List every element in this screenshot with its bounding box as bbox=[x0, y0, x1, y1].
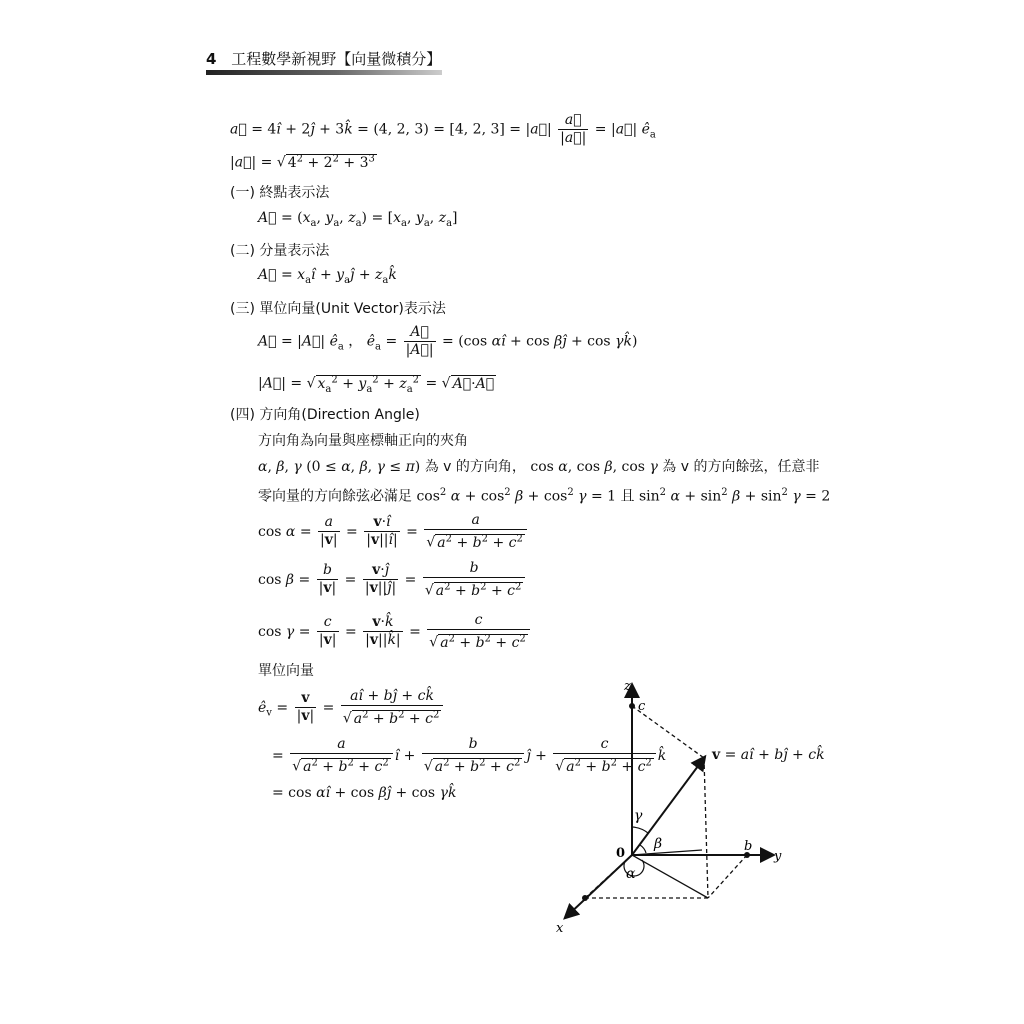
equation-component: A⃗ = $x_aî$ + $y_aĵ$ + $z_ak̂$ bbox=[258, 267, 397, 286]
beta-arc bbox=[640, 845, 646, 853]
page-number: 4 bbox=[206, 50, 217, 68]
equation-cos-alpha: cos α = $\frac{a}{|v|}$ = $\frac{v\cdot î}{|v||î|}$ = $\frac{a}{√ a^2 + b^2 + c^2}$ bbox=[258, 512, 529, 552]
x-axis-label: x bbox=[556, 921, 564, 936]
section-heading-endpoint: (一) 終點表示法 bbox=[230, 185, 330, 201]
equation-vector-a: a⃗ = 4î + 2ĵ + 3k̂ = (4, 2, 3) = [4, 2, 3] = |a⃗| $\frac{a⃗}{|a⃗|}$ = |a⃗| $ê_a$ bbox=[230, 112, 656, 146]
running-header bbox=[206, 48, 441, 69]
gamma-arc bbox=[632, 827, 648, 833]
must-satisfy-text: 零向量的方向餘弦必滿足 bbox=[258, 488, 412, 505]
point-c bbox=[629, 703, 635, 709]
section-heading-unit-vector: (三) 單位向量(Unit Vector)表示法 bbox=[230, 301, 446, 317]
section-heading-component: (二) 分量表示法 bbox=[230, 243, 330, 259]
z-axis-label: z bbox=[624, 679, 631, 694]
equation-endpoint: A⃗ = ($x_a$, $y_a$, $z_a) = [x_a$, $y_a$, $z_a$] bbox=[258, 210, 458, 229]
c-label: c bbox=[638, 699, 646, 714]
equation-magnitude-A: |A⃗| = √ $x_a^2 + y_a^2 + z_a^2$ = √ A⃗·A⃗ bbox=[258, 374, 495, 395]
b-label: b bbox=[744, 839, 753, 854]
point-a bbox=[582, 895, 588, 901]
vector-v-arrow bbox=[632, 758, 704, 855]
book-title: 工程數學新視野【向量微積分】 bbox=[231, 50, 442, 68]
vector-v-label: v = aî + bĵ + ck̂ bbox=[712, 747, 825, 763]
equation-unit-vector-expanded: = $\frac{a}{√ a^2 + b^2 + c^2}$ î + $\frac{b}{√ a^2 + b^2 + c^2}$ ĵ + $\frac{c}{√ a^2 + b^2 + c^2}$ k̂ bbox=[272, 736, 667, 775]
header-rule bbox=[206, 70, 442, 75]
direction-cosine-identity: 零向量的方向餘弦必滿足 $\cos^2 \alpha + \cos^2 \beta + \cos^2 \gamma = 1$ 且 $\sin^2 \alpha + \sin^2 \beta + \sin^2 \gamma = 2$ bbox=[258, 487, 831, 505]
y-axis-label: y bbox=[774, 849, 782, 864]
dir-cos-text: 為 v 的方向餘弦，任意非 bbox=[662, 459, 820, 475]
section-heading-direction-angle: (四) 方向角(Direction Angle) bbox=[230, 407, 420, 423]
equation-unit-vector: A⃗ = |A⃗| $ê_a$ ， $ê_a$ = $\frac{A⃗}{|A⃗|}$ = (cos αî + cos βĵ + cos γk̂) bbox=[258, 324, 638, 358]
origin-label: 0 bbox=[616, 846, 626, 861]
projection-box bbox=[585, 706, 747, 898]
and-text: 且 bbox=[620, 488, 635, 505]
beta-label: β bbox=[654, 836, 663, 852]
equation-unit-vector-v: $ê_v$ = $\frac{v}{|v|}$ = $\frac{aî + bĵ + ck̂}{√ a^2 + b^2 + c^2}$ bbox=[258, 688, 445, 728]
equation-cos-beta: cos β = $\frac{b}{|v|}$ = $\frac{v\cdot ĵ}{|v||ĵ|}$ = $\frac{b}{√ a^2 + b^2 + c^2}$ bbox=[258, 560, 527, 600]
direction-angle-line: α, β, γ (0 ≤ α, β, γ ≤ π) 為 v 的方向角， cos α, cos β, cos γ 為 v 的方向餘弦，任意非 bbox=[258, 459, 820, 475]
gamma-label: γ bbox=[634, 808, 643, 824]
equation-cos-gamma: cos γ = $\frac{c}{|v|}$ = $\frac{v\cdot k̂}{|v||k̂|}$ = $\frac{c}{√ a^2 + b^2 + c^2}$ bbox=[258, 612, 532, 652]
equation-unit-vector-cos: = cos αî + cos βĵ + cos γk̂ bbox=[272, 785, 457, 801]
equation-magnitude-a: |a⃗| = √ $4^2 + 2^2 + 3^3$ bbox=[230, 153, 375, 171]
direction-angle-definition: 方向角為向量與座標軸正向的夾角 bbox=[258, 433, 468, 449]
unit-vector-heading: 單位向量 bbox=[258, 663, 314, 679]
dir-angle-text: 為 v 的方向角， bbox=[424, 459, 526, 475]
alpha-label: α bbox=[626, 866, 636, 882]
direction-angle-figure bbox=[540, 670, 840, 940]
